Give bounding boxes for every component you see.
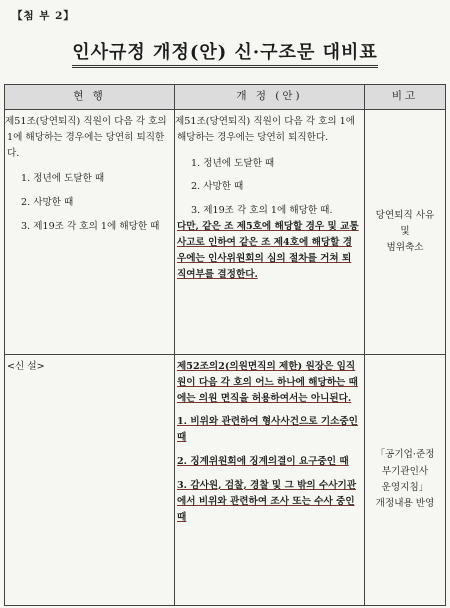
table-row <box>5 110 446 355</box>
row2-revised-item-1: 1. 비위와 관련하여 형사사건으로 기소중인 때 <box>177 416 358 444</box>
row2-revised-lead: 제52조의2(의원면직의 제한) 원장은 임직원이 다음 각 호의 어느 하나에 해당하는 때에는 의원 면직을 허용하여서는 아니된다. <box>177 361 358 404</box>
table-row <box>5 355 446 606</box>
row2-current-text: <신 설> <box>7 361 45 372</box>
attachment-label: 【첨 부 2】 <box>12 10 75 22</box>
document-title <box>0 38 450 64</box>
row2-note-line-3: 운영지침」 <box>381 482 429 493</box>
row2-note-cell <box>365 355 446 606</box>
row1-note-cell <box>365 110 446 355</box>
row1-current-cell <box>5 110 175 355</box>
row2-note-line-2: 부기관인사 <box>381 465 429 477</box>
row2-current-cell <box>5 355 175 606</box>
row2-revised-item-2: 2. 징계위원회에 징계의결이 요구중인 때 <box>177 456 349 468</box>
row1-current-item-2: 2. 사망한 때 <box>21 197 74 209</box>
header-revised: 개 정 (안) <box>175 85 365 110</box>
row1-revised-item-3: 3. 제19조 각 호의 1에 해당한 때. <box>191 205 333 217</box>
comparison-table <box>4 84 446 606</box>
row2-note-line-4: 개정내용 반영 <box>375 498 435 510</box>
header-current: 현 행 <box>5 85 175 110</box>
row1-revised-item-2: 2. 사망한 때 <box>191 181 244 193</box>
row1-revised-cell <box>175 110 365 355</box>
row1-current-item-1: 1. 정년에 도달한 때 <box>21 173 105 185</box>
row2-revised-cell <box>175 355 365 606</box>
row1-current-item-3: 3. 제19조 각 호의 1에 해당한 때 <box>21 221 160 233</box>
table-header-row <box>5 85 446 110</box>
row1-note-line-2: 및 <box>400 225 410 237</box>
document-title-text: 인사규정 개정(안) 신·구조문 대비표 <box>72 42 378 68</box>
row1-current-lead: 제51조(당연퇴직) 직원이 다음 각 호의 1에 해당하는 경우에는 당연히 퇴직한다. <box>5 116 167 159</box>
header-note: 비고 <box>365 85 446 110</box>
row2-revised-item-3: 3. 감사원, 검찰, 경찰 및 그 밖의 수사기관에서 비위와 관련하여 조사 또는 수사 중인 때 <box>177 479 357 523</box>
row1-revised-amendment: 다만, 같은 조 제5호에 해당할 경우 및 교통사고로 인하여 같은 조 제4호에 해당할 경우에는 인사위원회의 심의 절차를 거쳐 퇴직여부를 결정한다. <box>177 221 359 280</box>
row1-revised-lead: 제51조(당연퇴직) 직원이 다음 각 호의 1에 해당하는 경우에는 당연히 퇴직한다. <box>175 116 356 143</box>
row2-note-line-1: 「공기업·준정 <box>375 449 435 461</box>
row1-revised-item-1: 1. 정년에 도달한 때 <box>191 157 275 169</box>
row1-note-line-3: 범위축소 <box>386 242 424 254</box>
row1-note-line-1: 당연퇴직 사유 <box>375 209 435 221</box>
